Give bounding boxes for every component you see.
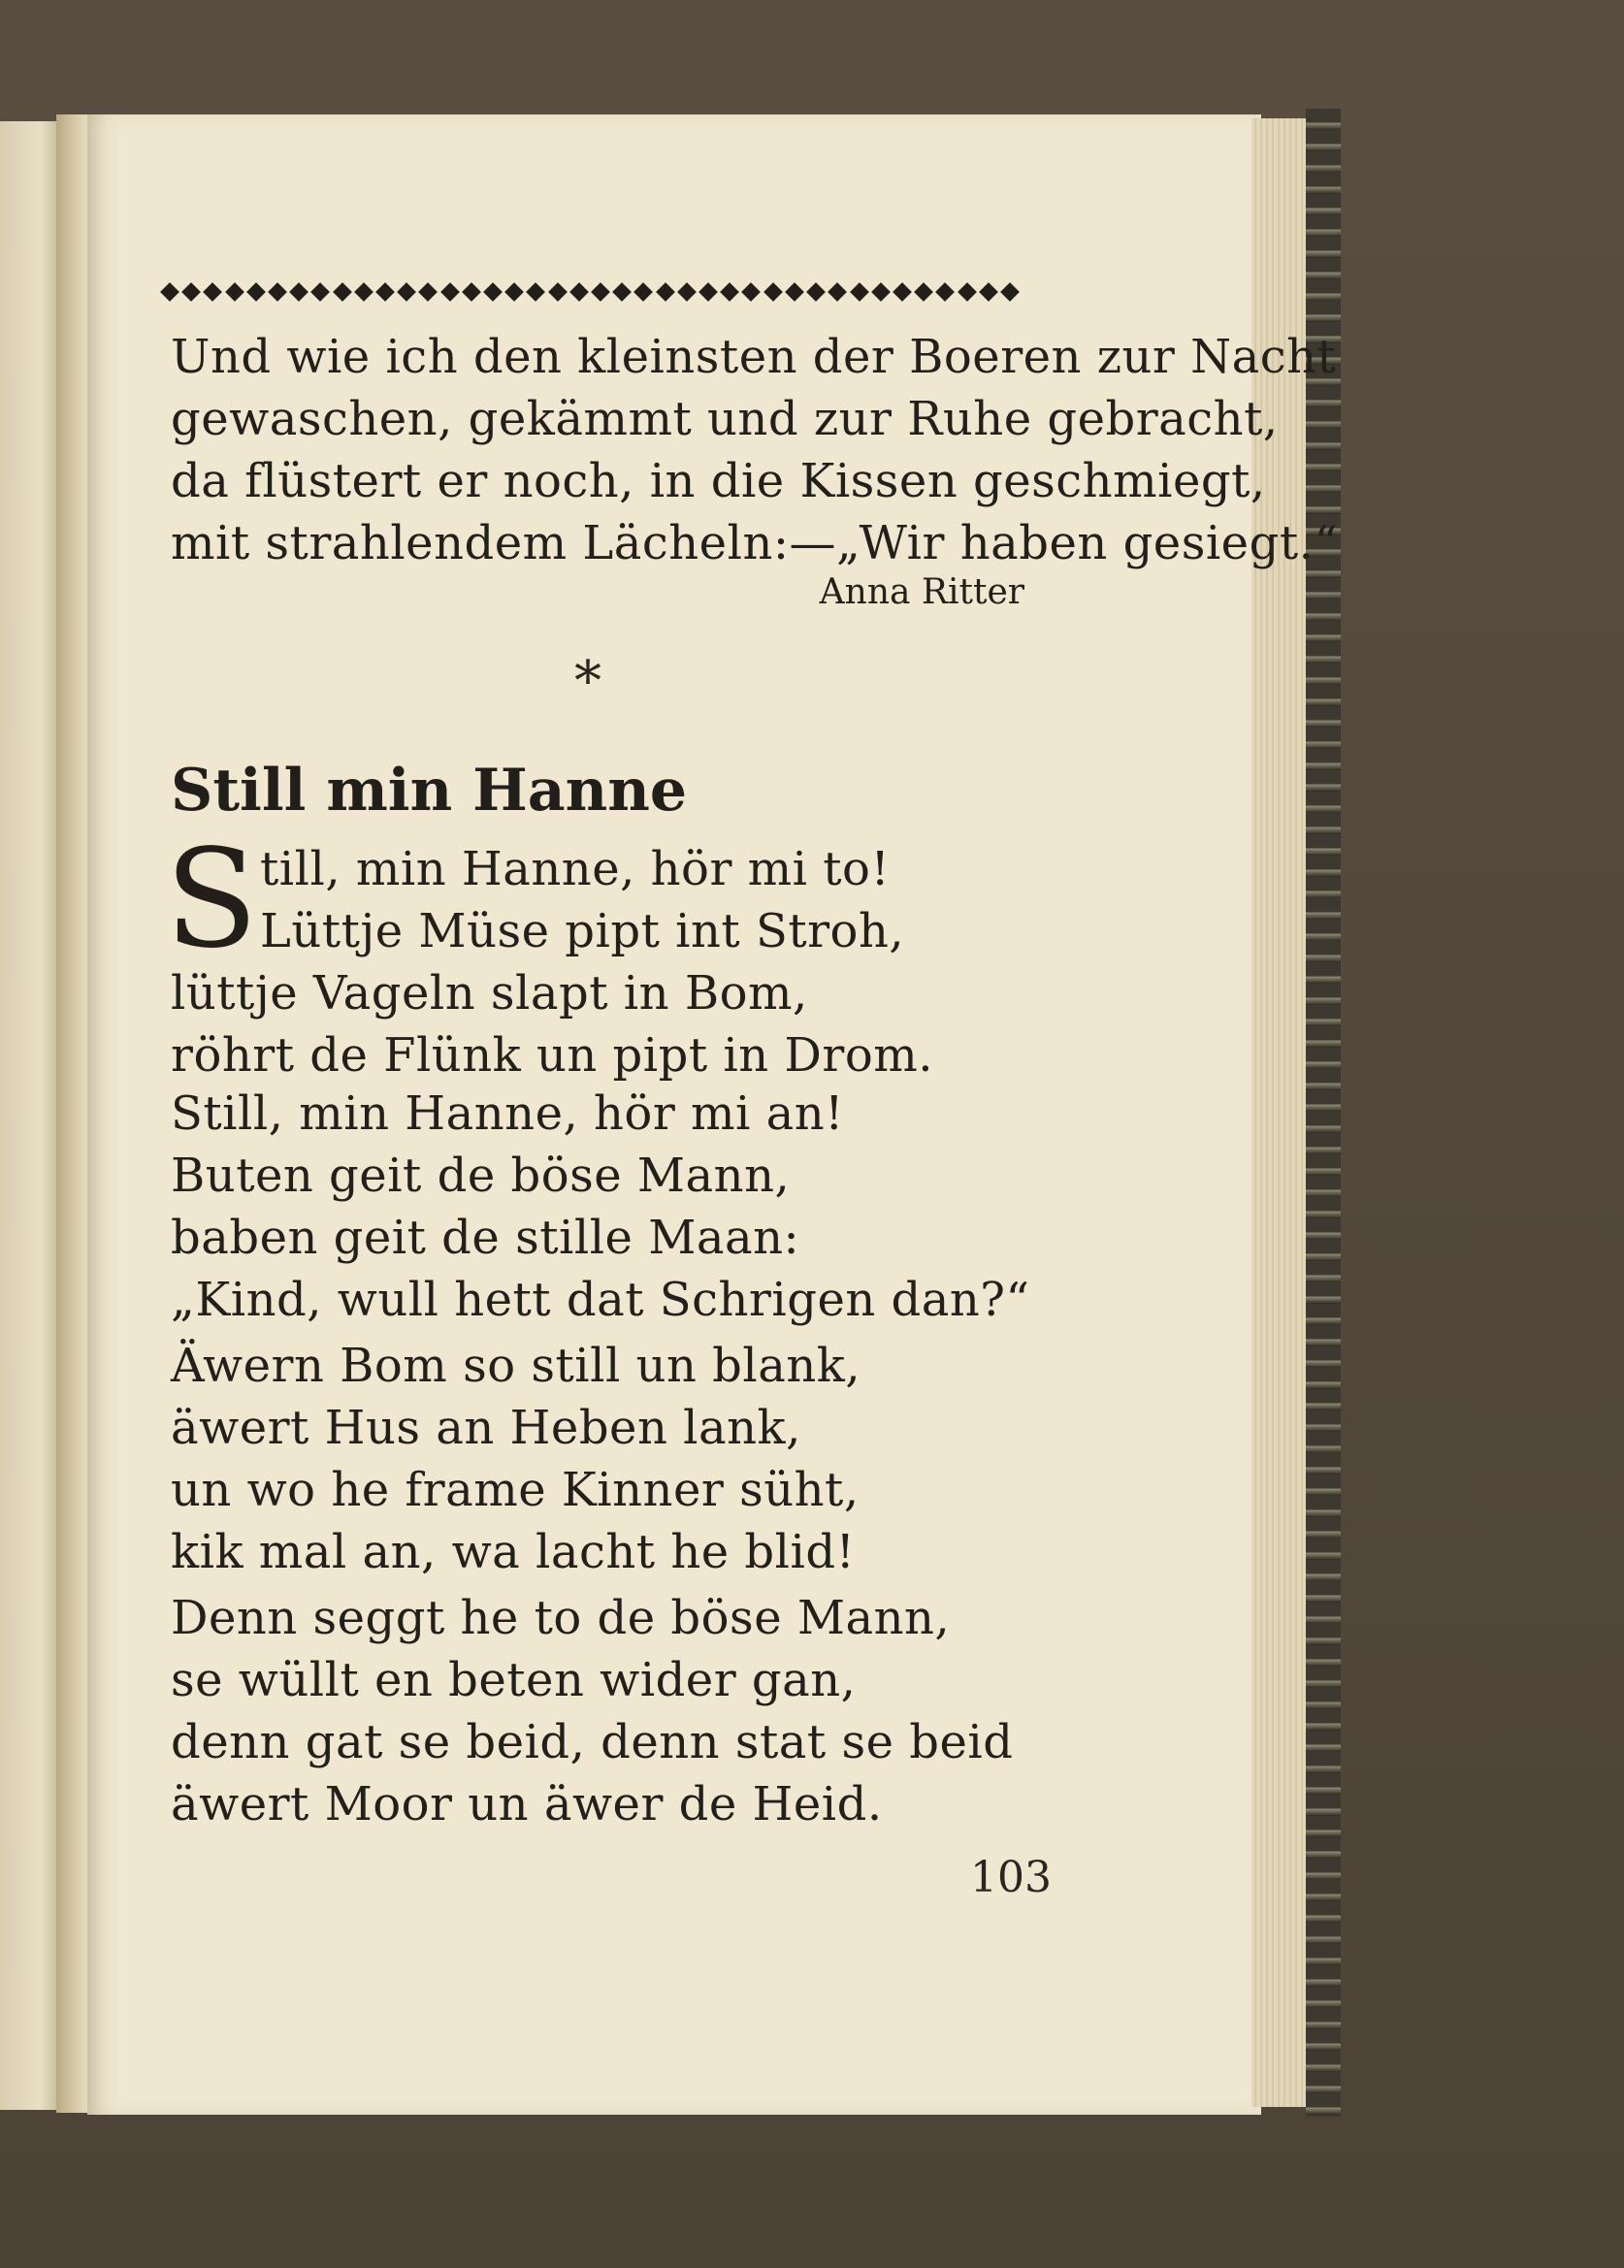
poem-line: Buten geit de böse Mann, — [171, 1149, 791, 1203]
stanza-line: Und wie ich den kleinsten der Boeren zur Nacht — [171, 330, 1337, 384]
section-separator: * — [574, 650, 601, 713]
poem-line: un wo he frame Kinner süht, — [171, 1463, 860, 1517]
poem-line: röhrt de Flünk un pipt in Drom. — [171, 1028, 934, 1083]
cover-edge — [1306, 109, 1341, 2117]
ornament-divider — [163, 281, 1017, 303]
poem-line: Äwern Bom so still un blank, — [171, 1339, 861, 1393]
attribution: Anna Ritter — [819, 572, 1024, 612]
left-page-edge — [0, 121, 60, 2110]
poem-stanza-1 — [171, 842, 1024, 1094]
poem-line: Still, min Hanne, hör mi an! — [171, 1086, 844, 1141]
poem-stanza-2 — [171, 1086, 1030, 1339]
poem-stanza-3 — [171, 1339, 1024, 1591]
poem-line: denn gat se beid, denn stat se beid — [171, 1715, 1014, 1769]
poem-line: se wüllt en beten wider gan, — [171, 1653, 857, 1707]
poem-line: till, min Hanne, hör mi to! — [260, 842, 891, 896]
poem-line: kik mal an, wa lacht he blid! — [171, 1525, 856, 1579]
poem-line: äwert Hus an Heben lank, — [171, 1401, 801, 1455]
top-stanza — [171, 330, 1339, 621]
page-number: 103 — [970, 1853, 1052, 1902]
stanza-line: mit strahlendem Lächeln:—„Wir haben gesiegt.“ — [171, 516, 1339, 570]
poem-line: Denn seggt he to de böse Mann, — [171, 1591, 951, 1645]
drop-cap: S — [165, 821, 258, 979]
stanza-line: gewaschen, gekämmt und zur Ruhe gebracht, — [171, 392, 1279, 446]
poem-stanza-4 — [171, 1591, 1024, 1843]
poem-title: Still min Hanne — [171, 757, 688, 825]
poem-line: äwert Moor un äwer de Heid. — [171, 1777, 883, 1831]
poem-line: baben geit de stille Maan: — [171, 1211, 800, 1265]
poem-line: „Kind, wull hett dat Schrigen dan?“ — [171, 1273, 1030, 1327]
poem-line: lüttje Vageln slapt in Bom, — [171, 966, 808, 1021]
stanza-line: da flüstert er noch, in die Kissen geschmiegt, — [171, 454, 1266, 508]
poem-line: Lüttje Müse pipt int Stroh, — [260, 904, 905, 958]
